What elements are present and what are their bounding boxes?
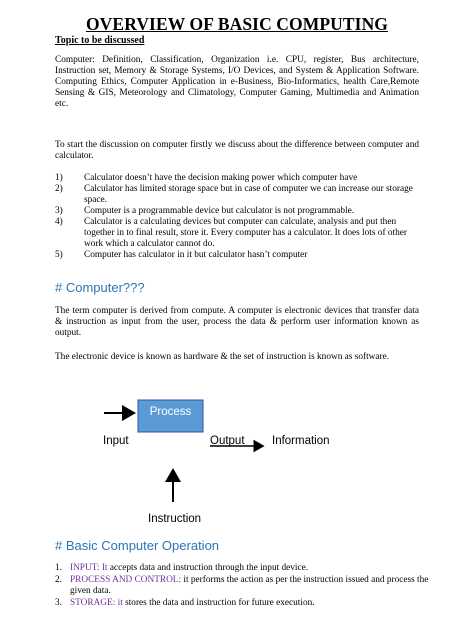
- list-item: [55, 206, 419, 217]
- topic-text: Computer: Definition, Classification, Organization i.e. CPU, register, Bus architecture, Instruction set, Memory & Storage Systems, I/O Devices, and System & Application Software. Computing Ethics, Computer Application in e-Business, Bio-Informatics, health Care,Remote Sensing & GIS, Meteorology and Climatology, Computer Gaming, Multimedia and Animation etc.: [55, 55, 419, 109]
- topic-heading: Topic to be discussed: [55, 35, 145, 46]
- differences-list: [55, 173, 419, 261]
- input-label: Input: [103, 435, 129, 447]
- computer-heading: # Computer???: [55, 280, 145, 295]
- operation-keyword: INPUT: It: [70, 563, 108, 573]
- computer-definition: The term computer is derived from compute. A computer is electronic devices that transfer data & instruction as input from the user, process the data & perform user information known as output.: [55, 306, 419, 338]
- information-label: Information: [272, 435, 330, 447]
- list-item-number: 1): [55, 173, 63, 183]
- intro-paragraph: To start the discussion on computer firstly we discuss about the difference between computer and calculator.: [55, 140, 419, 161]
- page-title: OVERVIEW OF BASIC COMPUTING: [85, 14, 389, 34]
- list-item-text: Computer is a programmable device but calculator is not programmable.: [84, 206, 355, 216]
- list-item-text: accepts data and instruction through the input device.: [107, 563, 309, 573]
- list-item: [55, 575, 435, 598]
- list-item-text: it performs the action as per the instruction issued and process the given data.: [70, 574, 429, 596]
- list-item: [55, 563, 435, 575]
- list-item-text: stores the data and instruction for future execution.: [122, 597, 315, 608]
- list-item: [55, 217, 419, 250]
- process-label: Process: [149, 406, 192, 418]
- list-item-text: Calculator is a calculating devices but computer can calculate, analysis and put then together in to final result, store it. Every computer has a calculator. It does lots of other work which a calculator cannot do.: [84, 217, 407, 249]
- list-item-text: Calculator has limited storage space but in case of computer we can increase our storage space.: [84, 184, 413, 205]
- list-item-number: 3): [55, 206, 63, 216]
- instruction-label: Instruction: [148, 513, 202, 525]
- operation-keyword: PROCESS AND CONTROL:: [70, 574, 182, 585]
- list-item: [55, 184, 419, 206]
- list-item: [55, 598, 435, 610]
- list-item-number: 5): [55, 250, 63, 260]
- operation-heading: # Basic Computer Operation: [55, 538, 220, 553]
- list-item-number: 2.: [55, 574, 62, 585]
- list-item-text: Calculator doesn’t have the decision making power which computer have: [84, 173, 358, 183]
- output-label: Output: [210, 435, 245, 447]
- list-item-number: 1.: [55, 563, 62, 573]
- operation-keyword: STORAGE: it: [70, 597, 123, 608]
- list-item-number: 3.: [55, 597, 62, 608]
- operations-list: [55, 563, 435, 609]
- list-item-number: 4): [55, 217, 63, 227]
- list-item: [55, 173, 419, 184]
- list-item: [55, 250, 419, 261]
- list-item-text: Computer has calculator in it but calculator hasn’t computer: [84, 250, 308, 260]
- ipo-diagram: [0, 380, 474, 540]
- hardware-software-note: The electronic device is known as hardware & the set of instruction is known as software.: [55, 352, 390, 362]
- list-item-number: 2): [55, 184, 63, 194]
